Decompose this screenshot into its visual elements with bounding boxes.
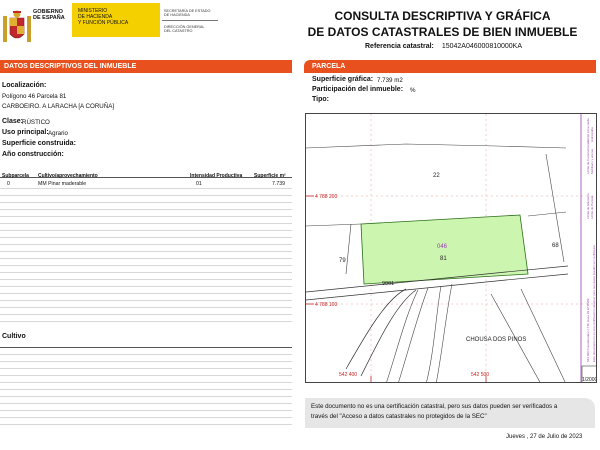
map-legend-bottom [586, 298, 590, 362]
bar-parcela-label: PARCELA [312, 63, 346, 70]
uso-value: Agrario [48, 130, 68, 137]
table-row-line [0, 307, 292, 308]
map-scale: 1/2000 [582, 377, 598, 383]
clase-value: RÚSTICO [22, 119, 50, 126]
table-row-line [0, 202, 292, 203]
ministry-line3: Y FUNCIÓN PÚBLICA [78, 19, 129, 26]
map-label-046: 046 [437, 244, 448, 250]
legend-side-note: Este documento no es una certificación catastral, pero sus datos pueden ser verificados [592, 245, 596, 362]
section-bar-parcela [304, 60, 596, 73]
table-row-line [0, 375, 292, 376]
dir-line2: DEL CATASTRO [164, 29, 193, 34]
row0-subparcela: 0 [7, 181, 10, 187]
table-row-line [0, 209, 292, 210]
col-intensidad: Intensidad Productiva [190, 173, 243, 179]
table-row-line [0, 195, 292, 196]
table-row-line [0, 424, 292, 425]
table-row-line [0, 244, 292, 245]
direccion-name [164, 25, 205, 34]
map-label-chousa: CHOUSA DOS PINOS [466, 337, 527, 343]
table-row-line [0, 382, 292, 383]
legend-item: Límite de Manzana [586, 193, 590, 219]
localizacion-label: Localización: [2, 82, 47, 89]
table-row-line [0, 230, 292, 231]
legend-coord-note: 542,600 Coordenadas U.T.M. Huso 29 ETRS89 [586, 298, 590, 362]
row0-intensidad: 01 [196, 181, 202, 187]
referencia-catastral [365, 43, 522, 50]
table-row-line [0, 396, 292, 397]
government-name [33, 9, 65, 21]
map-legend-top [586, 193, 594, 219]
bar-inmueble-prefix: DATOS DESCRIPTIVOS DEL [4, 63, 98, 70]
superficie-construida-label: Superficie construida: [2, 140, 76, 147]
legend-item: Límite de Parcela [590, 195, 594, 219]
header-divider [162, 20, 218, 21]
map-coord-x2: 542 500 [471, 372, 490, 378]
gov-line1: GOBIERNO [33, 9, 63, 15]
localizacion-line1: Polígono 46 Parcela 81 [2, 93, 67, 100]
clase-label: Clase: [2, 118, 24, 125]
map-label-68: 68 [552, 243, 559, 249]
table-row-line [0, 314, 292, 315]
table-row-line [0, 223, 292, 224]
table-row-line [0, 410, 292, 411]
map-legend-top-2 [586, 140, 594, 174]
map-drawing [306, 114, 597, 383]
map-legend-side [592, 245, 596, 362]
cultivo2-header-line [0, 347, 292, 348]
table-row-line [0, 237, 292, 238]
table-row-line [0, 354, 292, 355]
title-line2: DE DATOS CATASTRALES DE BIEN INMUEBLE [307, 25, 578, 39]
table-row-line [0, 251, 292, 252]
coat-of-arms-icon [2, 8, 32, 48]
table-row-line [0, 389, 292, 390]
anio-construccion-label: Año construcción: [2, 151, 64, 158]
participacion-label: Participación del inmueble: [312, 86, 404, 93]
document-date: Jueves , 27 de Julio de 2023 [506, 434, 583, 440]
ref-value: 15042A046000810000KA [441, 43, 523, 50]
legend-item: Límite de Construcciones [586, 140, 590, 174]
table-row-line [0, 286, 292, 287]
cadastral-map[interactable] [305, 113, 597, 383]
sec-line2: DE HACIENDA [164, 13, 190, 18]
table-row-line [0, 188, 292, 189]
table-row-line [0, 300, 292, 301]
table-row-line [0, 265, 292, 266]
map-label-79: 79 [339, 258, 346, 264]
table-row-line [0, 368, 292, 369]
map-coord-y2: 4 788 100 [315, 302, 338, 308]
document-title [300, 8, 585, 40]
dir-line1: DIRECCIÓN GENERAL [164, 25, 205, 29]
participacion-value: % [410, 87, 416, 94]
map-coord-y1: 4 788 200 [315, 194, 338, 200]
bar-inmueble-strong: INMUEBLE [99, 63, 137, 70]
sup-grafica-value: 7.739 m2 [377, 77, 403, 84]
section-bar-inmueble [0, 60, 292, 73]
table-row-line [0, 403, 292, 404]
table-row-line [0, 293, 292, 294]
legend-item: Límite zona verde [586, 118, 590, 142]
row0-cultivo: MM Pinar maderable [38, 181, 87, 187]
legend-item: Mobiliario y aceras [590, 148, 594, 174]
sup-grafica-label: Superficie gráfica: [312, 76, 374, 83]
row0-superficie: 7.739 [272, 181, 285, 187]
col-superficie: Superficie m² [254, 173, 286, 179]
ministry-name [78, 9, 128, 26]
col-cultivo: Cultivo/aprovechamiento [38, 173, 98, 179]
secretaria-name [164, 9, 211, 18]
table-row-line [0, 279, 292, 280]
table-row-line [0, 258, 292, 259]
title-line1: CONSULTA DESCRIPTIVA Y GRÁFICA [334, 9, 551, 23]
table-row-line [0, 361, 292, 362]
table-row-line [0, 272, 292, 273]
ref-label: Referencia catastral: [365, 43, 434, 50]
gov-line2: DE ESPAÑA [33, 15, 65, 22]
map-coord-x1: 542 400 [339, 372, 358, 378]
table-row-line [0, 216, 292, 217]
map-legend-top-3 [586, 118, 594, 142]
map-label-9001: 9001 [382, 281, 395, 287]
uso-label: Uso principal: [2, 129, 49, 136]
map-label-81: 81 [440, 256, 447, 262]
ministry-line2: DE HACIENDA [78, 13, 113, 20]
cultivo-section-title: Cultivo [2, 333, 26, 340]
disclaimer-box [305, 398, 595, 428]
map-label-22: 22 [433, 173, 440, 179]
table-row-line [0, 321, 292, 322]
legend-item: Hidrografía [590, 127, 594, 142]
tipo-label: Tipo: [312, 96, 329, 103]
col-subparcela: Subparcela [2, 173, 29, 179]
sec-line1: SECRETARÍA DE ESTADO [164, 9, 211, 13]
ministry-line1: MINISTERIO [78, 8, 108, 14]
localizacion-line2: CARBOEIRO. A LARACHA [A CORUÑA] [2, 103, 115, 110]
disclaimer-line2: través del "Acceso a datos catastrales no protegidos de la SEC" [311, 413, 487, 420]
disclaimer-line1: Este documento no es una certificación catastral, pero sus datos pueden ser verificados a [311, 403, 558, 410]
table-row-line [0, 417, 292, 418]
